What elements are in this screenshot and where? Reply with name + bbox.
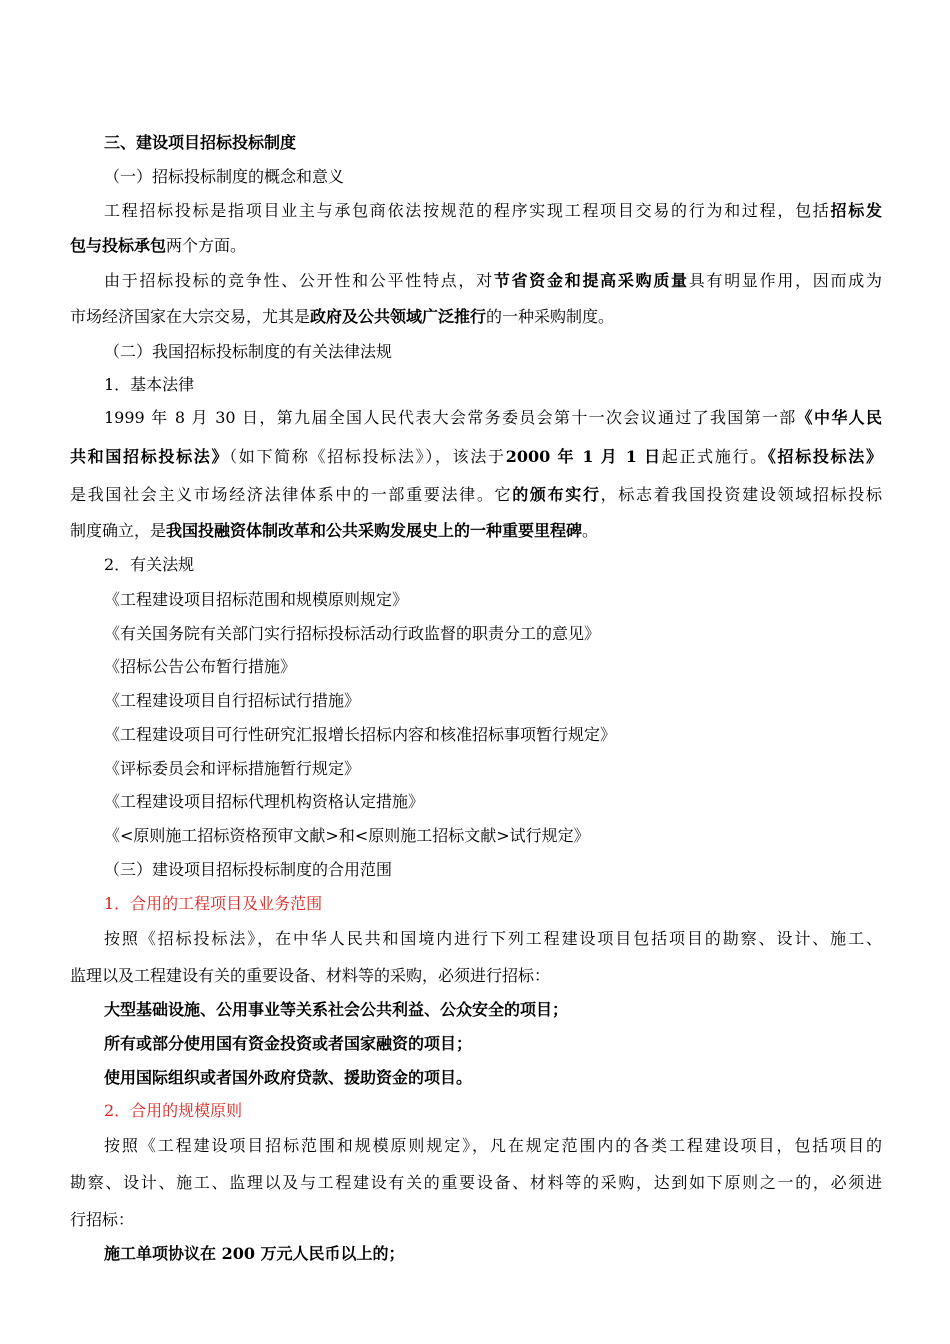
regulation-item: 《招标公告公布暂行措施》 [104,657,297,676]
paragraph-line: 按照《工程建设项目招标范围和规模原则规定》，凡在规定范围内的各类工程建设项目，包括项目的 [104,1136,882,1155]
regulation-item: 《工程建设项目招标范围和规模原则规定》 [104,590,409,609]
paragraph-line: 工程招标投标是指项目业主与承包商依法按规范的程序实现工程项目交易的行为和过程，包括招标发 [104,201,882,220]
section-title: 三、建设项目招标投标制度 [104,133,297,152]
regulation-item: 《<原则施工招标资格预审文献>和<原则施工招标文献>试行规定》 [104,826,590,845]
paragraph-line: 包与投标承包两个方面。 [70,236,247,255]
regulation-item: 《工程建设项目自行招标试行措施》 [104,691,361,710]
regulation-item: 《工程建设项目可行性研究汇报增长招标内容和核准招标事项暂行规定》 [104,725,617,744]
subsection-title: （一）招标投标制度的概念和意义 [104,167,345,186]
paragraph-line: 市场经济国家在大宗交易，尤其是政府及公共领域广泛推行的一种采购制度。 [70,307,615,326]
paragraph-line: 按照《招标投标法》，在中华人民共和国境内进行下列工程建设项目包括项目的勘察、设计、施工、 [104,929,882,948]
paragraph-line: 由于招标投标的竞争性、公开性和公平性特点，对节省资金和提高采购质量具有明显作用，因而成为 [104,271,882,290]
paragraph-line: 1999 年 8 月 30 日，第九届全国人民代表大会常务委员会第十一次会议通过了我国第一部《中华人民 [104,408,882,427]
paragraph-line: 制度确立，是我国投融资体制改革和公共采购发展史上的一种重要里程碑。 [70,521,599,540]
paragraph-line: 监理以及工程建设有关的重要设备、材料等的采购，必须进行招标： [70,966,551,985]
bold-item: 所有或部分使用国有资金投资或者国家融资的项目； [104,1034,473,1053]
regulation-item: 《评标委员会和评标措施暂行规定》 [104,759,361,778]
item-heading: 1．基本法律 [104,375,195,394]
paragraph-line: 是我国社会主义市场经济法律体系中的一部重要法律。它的颁布实行，标志着我国投资建设领域招标投标 [70,485,882,504]
subsection-title: （三）建设项目招标投标制度的合用范围 [104,860,393,879]
bold-item: 施工单项协议在 200 万元人民币以上的； [104,1244,405,1263]
regulation-item: 《有关国务院有关部门实行招标投标活动行政监督的职责分工的意见》 [104,624,601,643]
paragraph-line: 共和国招标投标法》（如下简称《招标投标法》），该法于2000 年 1 月 1 日起正式施行。《招标投标法》 [70,447,882,466]
item-heading-red: 1．合用的工程项目及业务范围 [104,894,323,913]
paragraph-line: 勘察、设计、施工、监理以及与工程建设有关的重要设备、材料等的采购，达到如下原则之一的，必须进 [70,1173,882,1192]
subsection-title: （二）我国招标投标制度的有关法律法规 [104,342,393,361]
item-heading-red: 2．合用的规模原则 [104,1101,243,1120]
regulation-item: 《工程建设项目招标代理机构资格认定措施》 [104,792,425,811]
item-heading: 2．有关法规 [104,555,195,574]
bold-item: 大型基础设施、公用事业等关系社会公共利益、公众安全的项目； [104,1000,569,1019]
paragraph-line: 行招标： [70,1210,135,1229]
bold-item: 使用国际组织或者国外政府贷款、援助资金的项目。 [104,1068,473,1087]
